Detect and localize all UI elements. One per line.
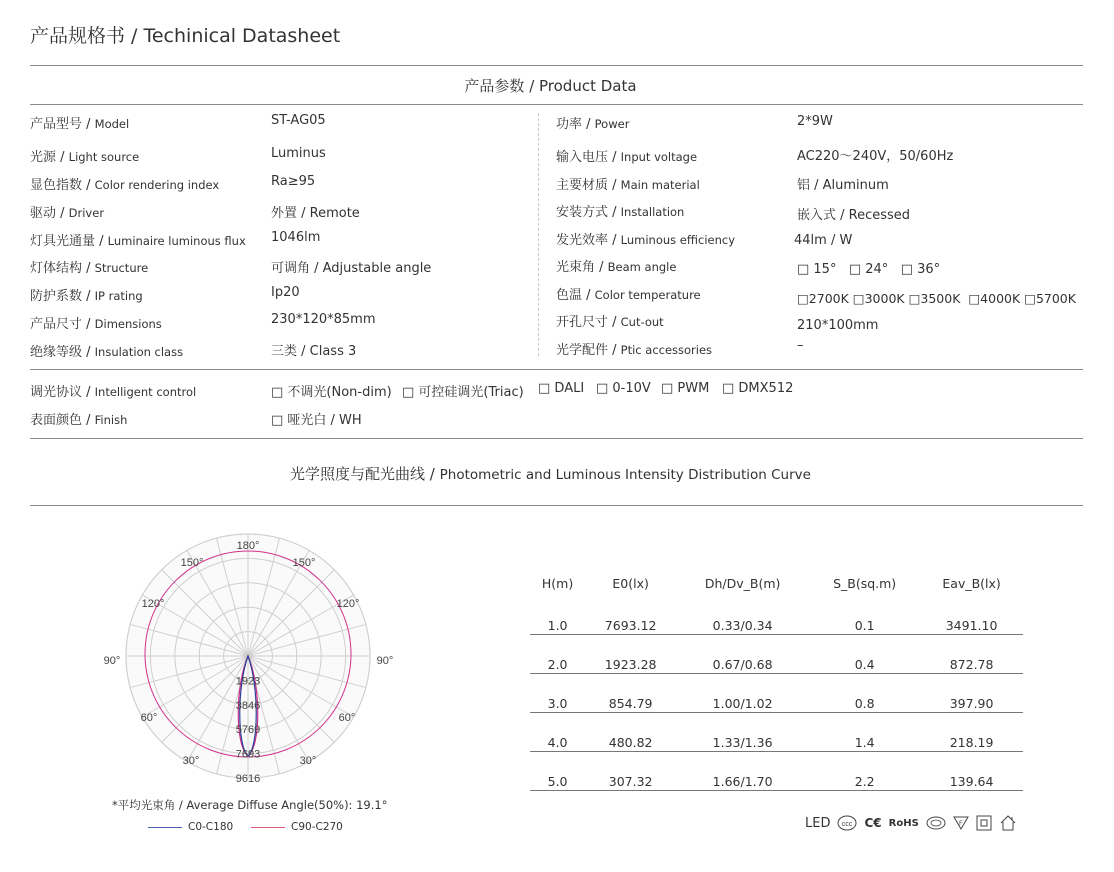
house-icon	[999, 814, 1017, 832]
control-option-0-10v[interactable]: □ 0-10V	[596, 381, 651, 396]
divider	[30, 369, 1083, 370]
angle-label: 150°	[292, 557, 316, 569]
cell: 0.33/0.34	[676, 596, 809, 635]
spec-value-model: ST-AG05	[271, 113, 326, 128]
spec-value-cut-out: 210*100mm	[797, 318, 879, 333]
f-mark-icon	[953, 816, 969, 830]
cell: 7693.12	[585, 596, 676, 635]
header-h: H(m)	[541, 575, 574, 591]
spec-label-power: 功率 / Power	[556, 117, 630, 132]
spec-value-light-source: Luminus	[271, 146, 326, 161]
spec-label-luminous-flux: 灯具光通量 / Luminaire luminous flux	[30, 234, 246, 249]
table-row	[530, 635, 1023, 674]
page-title: 产品规格书 / Techinical Datasheet	[30, 25, 341, 47]
spec-value-efficiency: 44lm / W	[794, 233, 853, 248]
spec-value-dimensions: 230*120*85mm	[271, 312, 376, 327]
cell: 1.0	[530, 596, 585, 635]
svg-text:F: F	[958, 821, 963, 827]
spec-value-luminous-flux: 1046lm	[271, 230, 321, 245]
angle-label: 150°	[180, 557, 204, 569]
header-s-b: S_B(sq.m)	[833, 575, 897, 591]
spec-value-input-voltage: AC220～240V，50/60Hz	[797, 149, 954, 164]
cell: 0.1	[809, 596, 920, 635]
angle-label: 60°	[338, 712, 356, 724]
product-data-title: 产品参数 / Product Data	[464, 77, 637, 95]
finish-label: 表面颜色 / Finish	[30, 413, 128, 428]
spec-label-model: 产品型号 / Model	[30, 117, 130, 132]
ccc-icon	[837, 815, 857, 831]
angle-label: 90°	[376, 655, 394, 667]
spec-label-cut-out: 开孔尺寸 / Cut-out	[556, 315, 664, 330]
spec-label-color-temperature: 色温 / Color temperature	[556, 288, 701, 303]
legend-line-c90	[251, 827, 285, 828]
divider	[30, 505, 1083, 506]
cell: 480.82	[585, 713, 676, 752]
legend-c90: C90-C270	[251, 821, 343, 833]
spec-value-insulation: 三类 / Class 3	[271, 344, 357, 359]
control-option-dali[interactable]: □ DALI	[538, 381, 585, 396]
cell: 218.19	[920, 713, 1023, 752]
cell: 1.66/1.70	[676, 752, 809, 791]
control-label: 调光协议 / Intelligent control	[30, 385, 197, 400]
radial-label: 5769	[235, 724, 261, 737]
divider	[30, 65, 1083, 66]
column-divider	[538, 113, 539, 356]
svg-text:ccc: ccc	[842, 821, 853, 828]
spec-value-cri: Ra≥95	[271, 174, 316, 189]
cell: 1.4	[809, 713, 920, 752]
angle-label: 180°	[236, 540, 260, 552]
cell: 3491.10	[920, 596, 1023, 635]
spec-value-installation: 嵌入式 / Recessed	[797, 208, 911, 223]
rohs-icon: RoHS	[888, 817, 919, 829]
cell: 0.4	[809, 635, 920, 674]
control-option-triac[interactable]: □ 可控硅调光(Triac)	[402, 385, 524, 400]
cell: 3.0	[530, 674, 585, 713]
cell: 854.79	[585, 674, 676, 713]
divider	[30, 104, 1083, 105]
cell: 307.32	[585, 752, 676, 791]
spec-label-dimensions: 产品尺寸 / Dimensions	[30, 317, 162, 332]
average-angle-note: *平均光束角 / Average Diffuse Angle(50%): 19.1°	[112, 798, 388, 812]
class-ii-icon	[976, 815, 992, 831]
spec-label-structure: 灯体结构 / Structure	[30, 261, 149, 276]
spec-value-beam-angle: □ 15° □ 24° □ 36°	[797, 262, 941, 277]
angle-label: 60°	[140, 712, 158, 724]
spec-value-driver: 外置 / Remote	[271, 206, 360, 221]
polar-distribution-chart	[95, 530, 415, 790]
cell: 5.0	[530, 752, 585, 791]
ce-icon: C€	[864, 816, 882, 830]
cell: 4.0	[530, 713, 585, 752]
header-e0: E0(lx)	[612, 575, 649, 591]
spec-value-ip-rating: Ip20	[271, 285, 300, 300]
cell: 139.64	[920, 752, 1023, 791]
angle-label: 120°	[141, 598, 165, 610]
radial-label: 1923	[235, 675, 261, 688]
certification-marks	[805, 814, 1017, 832]
spec-label-ip-rating: 防护系数 / IP rating	[30, 289, 143, 304]
finish-option-wh[interactable]: □ 哑光白 / WH	[271, 413, 362, 428]
spec-value-structure: 可调角 / Adjustable angle	[271, 261, 432, 276]
radial-label: 7693	[235, 748, 261, 761]
spec-label-material: 主要材质 / Main material	[556, 178, 700, 193]
angle-label: 120°	[336, 598, 360, 610]
cell: 2.2	[809, 752, 920, 791]
legend-line-c0	[148, 827, 182, 828]
spec-label-insulation: 绝缘等级 / Insulation class	[30, 345, 184, 360]
spec-label-driver: 驱动 / Driver	[30, 206, 105, 221]
spec-label-cri: 显色指数 / Color rendering index	[30, 178, 220, 193]
table-header-row	[530, 570, 1023, 596]
table-row	[530, 674, 1023, 713]
cqc-icon	[926, 816, 946, 830]
table-row	[530, 596, 1023, 635]
table-row	[530, 752, 1023, 791]
cell: 397.90	[920, 674, 1023, 713]
table-row	[530, 713, 1023, 752]
spec-label-light-source: 光源 / Light source	[30, 150, 140, 165]
angle-label: 90°	[103, 655, 121, 667]
cell: 1.33/1.36	[676, 713, 809, 752]
legend-c0: C0-C180	[148, 821, 233, 833]
spec-label-input-voltage: 输入电压 / Input voltage	[556, 150, 698, 165]
cell: 0.67/0.68	[676, 635, 809, 674]
spec-label-beam-angle: 光束角 / Beam angle	[556, 260, 677, 275]
spec-value-material: 铝 / Aluminum	[797, 178, 889, 193]
spec-label-installation: 安装方式 / Installation	[556, 205, 685, 220]
divider	[30, 438, 1083, 439]
header-dh-dv: Dh/Dv_B(m)	[704, 575, 781, 591]
header-eav: Eav_B(lx)	[942, 575, 1001, 591]
angle-label: 30°	[182, 755, 200, 767]
radial-label: 3846	[235, 699, 261, 712]
photometric-title: 光学照度与配光曲线 / Photometric and Luminous Intensity Distribution Curve	[290, 465, 811, 483]
control-option-dmx512[interactable]: □ DMX512	[722, 381, 794, 396]
angle-label: 30°	[299, 755, 317, 767]
cell: 2.0	[530, 635, 585, 674]
cell: 872.78	[920, 635, 1023, 674]
radial-label: 9616	[235, 773, 261, 785]
photometric-table	[530, 570, 1023, 791]
cell: 0.8	[809, 674, 920, 713]
spec-value-accessories: –	[797, 338, 804, 353]
spec-value-power: 2*9W	[797, 114, 833, 129]
cell: 1923.28	[585, 635, 676, 674]
control-option-pwm[interactable]: □ PWM	[661, 381, 710, 396]
spec-value-color-temperature: □2700K □3000K □3500K □4000K □5700K	[797, 291, 1076, 306]
led-mark: LED	[805, 815, 831, 831]
spec-label-efficiency: 发光效率 / Luminous efficiency	[556, 233, 736, 248]
control-option-non-dim[interactable]: □ 不调光(Non-dim)	[271, 385, 392, 400]
spec-label-accessories: 光学配件 / Ptic accessories	[556, 343, 713, 358]
cell: 1.00/1.02	[676, 674, 809, 713]
